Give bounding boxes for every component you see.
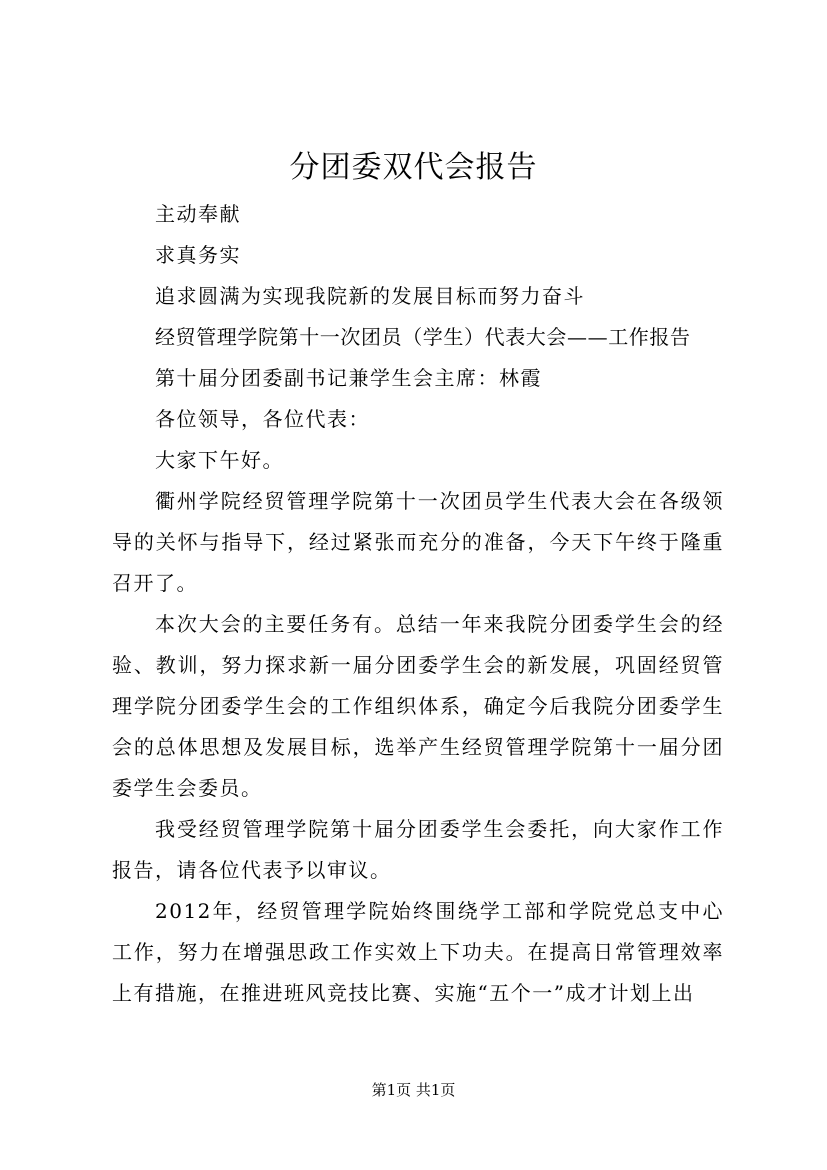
paragraph: 经贸管理学院第十一次团员（学生）代表大会——工作报告	[155, 325, 691, 349]
paragraph: 追求圆满为实现我院新的发展目标而努力奋斗	[155, 284, 585, 308]
paragraph: 我受经贸管理学院第十届分团委学生会委托，向大家作工作报告，请各位代表予以审议。	[112, 817, 724, 882]
paragraph: 衢州学院经贸管理学院第十一次团员学生代表大会在各级领导的关怀与指导下，经过紧张而充分的准备，今天下午终于隆重召开了。	[112, 489, 724, 595]
paragraph: 求真务实	[155, 243, 241, 267]
paragraph: 大家下午好。	[155, 448, 284, 472]
document-body	[112, 194, 724, 1014]
paragraph: 主动奉献	[155, 202, 241, 226]
paragraph: 各位领导，各位代表：	[155, 407, 370, 431]
page-footer: 第1页 共1页	[371, 1081, 456, 1099]
paragraph: 本次大会的主要任务有。总结一年来我院分团委学生会的经验、教训，努力探求新一届分团委学生会的新发展，巩固经贸管理学院分团委学生会的工作组织体系，确定今后我院分团委学生会的总体思想及发展目标，选举产生经贸管理学院第十一届分团委学生会委员。	[112, 612, 724, 800]
document-title: 分团委双代会报告	[289, 150, 538, 185]
paragraph: 2012年，经贸管理学院始终围绕学工部和学院党总支中心工作，努力在增强思政工作实效上下功夫。在提高日常管理效率上有措施，在推进班风竞技比赛、实施“五个一”成才计划上出	[112, 899, 724, 1005]
paragraph: 第十届分团委副书记兼学生会主席：林霞	[155, 366, 542, 390]
